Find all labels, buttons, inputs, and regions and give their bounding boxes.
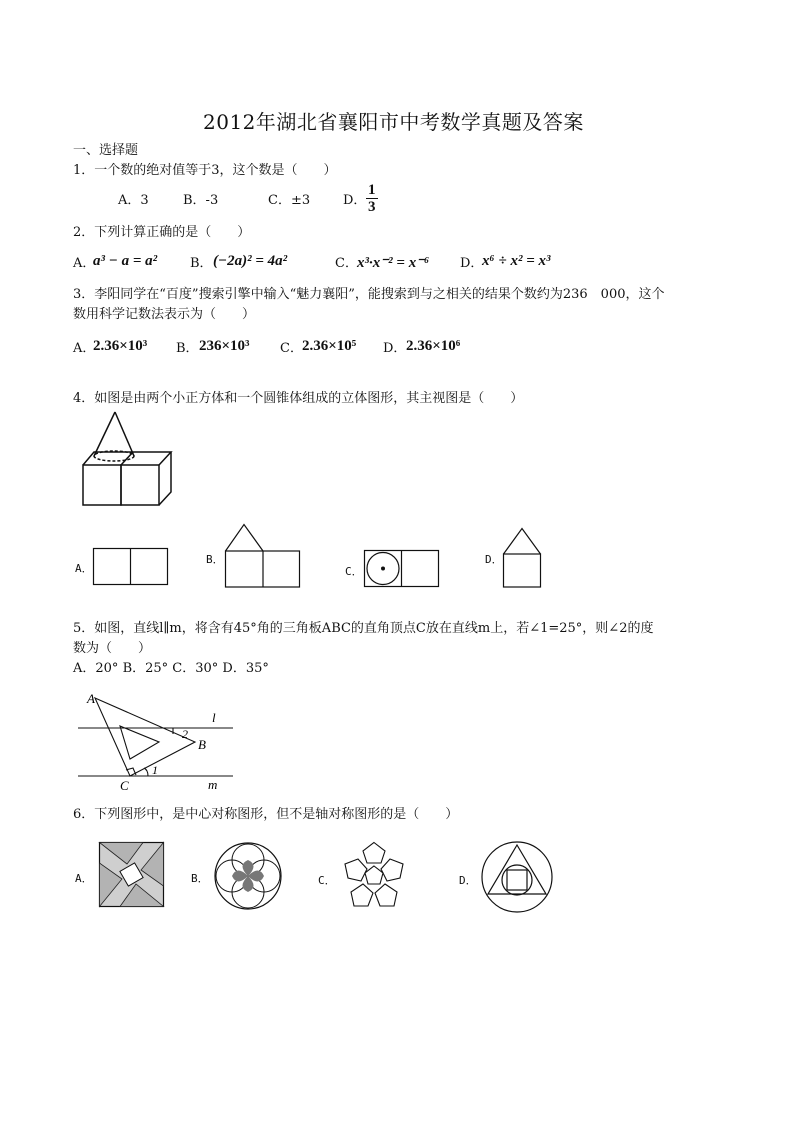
q5-figure (78, 690, 238, 792)
q3-option-a: 2.36×10³ (93, 338, 148, 354)
q2-option-c: x³·x⁻² = x⁻⁶ (357, 255, 430, 271)
q2-option-b-prefix: B． (190, 256, 213, 271)
q6-option-c-figure (340, 842, 408, 910)
q4-cube-front-left (83, 465, 121, 505)
q5-label-b: B (198, 737, 206, 752)
q1-fraction-denominator: 3 (368, 199, 376, 215)
q6-option-b-label: B． (191, 872, 209, 885)
page-title: 2012年湖北省襄阳市中考数学真题及答案 (203, 110, 584, 134)
q5-label-a: A (87, 691, 95, 706)
section-heading: 一、选择题 (73, 143, 139, 158)
q5-stem-line1: 5．如图，直线l∥m，将含有45°角的三角板ABC的直角顶点C放在直线m上，若∠1=25°，则∠2的度 (73, 621, 654, 636)
q4-solid-figure (80, 410, 180, 510)
q6-option-d-label: D． (459, 874, 477, 887)
q4-stem: 4．如图是由两个小正方体和一个圆锥体组成的立体图形，其主视图是（ ） (73, 391, 524, 406)
q4-cone-side-right (115, 412, 134, 456)
q3-option-c: 2.36×10⁵ (302, 338, 357, 354)
q1-option-c: C．±3 (268, 193, 311, 208)
q4-option-c-figure (364, 550, 440, 588)
q5-label-c: C (120, 778, 129, 793)
q4-option-b-label: B． (206, 553, 224, 566)
q3-stem-line1: 3．李阳同学在“百度”搜索引擎中输入“魅力襄阳”，能搜索到与之相关的结果个数约为236 000，这个 (73, 287, 665, 302)
q1-fraction-numerator: 1 (368, 182, 376, 198)
q5-triangle-inner (120, 726, 159, 759)
q1-option-a: A．3 (118, 193, 149, 208)
q5-label-angle1: 1 (152, 763, 158, 777)
q4-option-a-label: A． (75, 562, 93, 575)
q1-option-d (343, 192, 366, 210)
q6-stem: 6．下列图形中，是中心对称图形，但不是轴对称图形的是（ ） (73, 807, 459, 822)
q2-option-d-prefix: D． (460, 256, 484, 271)
q6-option-a-label: A． (75, 872, 93, 885)
q3-option-b-prefix: B． (176, 341, 199, 356)
q5-label-m: m (208, 777, 218, 792)
q5-label-angle2: 2 (182, 727, 188, 741)
q1-option-b: B．-3 (183, 193, 219, 208)
q5-triangle-outer (95, 698, 195, 776)
q2-option-b: (−2a)² = 4a² (213, 253, 288, 269)
q4-option-d-label: D． (485, 553, 503, 566)
q6-option-b-figure (213, 841, 283, 911)
q1-stem: 1．一个数的绝对值等于3，这个数是（ ） (73, 163, 337, 178)
q5-label-l: l (212, 710, 216, 725)
q2-option-c-prefix: C． (335, 256, 358, 271)
q4-option-d-figure (503, 528, 543, 588)
q6-option-a-figure (99, 842, 165, 908)
q2-option-a: a³ − a = a² (93, 253, 158, 269)
q3-option-d-prefix: D． (383, 341, 407, 356)
q1-fraction (366, 182, 378, 215)
q6-option-c-label: C． (318, 874, 336, 887)
q3-stem-line2: 数用科学记数法表示为（ ） (73, 307, 256, 322)
q2-stem: 2．下列计算正确的是（ ） (73, 225, 251, 240)
q3-option-d: 2.36×10⁶ (406, 338, 461, 354)
q3-option-b: 236×10³ (199, 338, 250, 354)
q6-option-d-figure (480, 840, 554, 914)
q4-option-a-figure (93, 548, 169, 586)
q4-cone-side-left (94, 412, 115, 456)
q4-cube-front-right (121, 465, 159, 505)
q4-option-c-label: C． (345, 565, 363, 578)
q2-option-d: x⁶ ÷ x² = x³ (482, 253, 551, 269)
q5-stem-line2: 数为（ ） (73, 641, 152, 656)
q3-option-a-prefix: A． (73, 341, 96, 356)
q3-option-c-prefix: C． (280, 341, 303, 356)
q2-option-a-prefix: A． (73, 256, 96, 271)
q5-options: A．20° B．25° C．30° D．35° (73, 661, 269, 676)
q1-option-d-prefix: D． (343, 193, 367, 208)
q4-option-b-figure (225, 524, 301, 588)
